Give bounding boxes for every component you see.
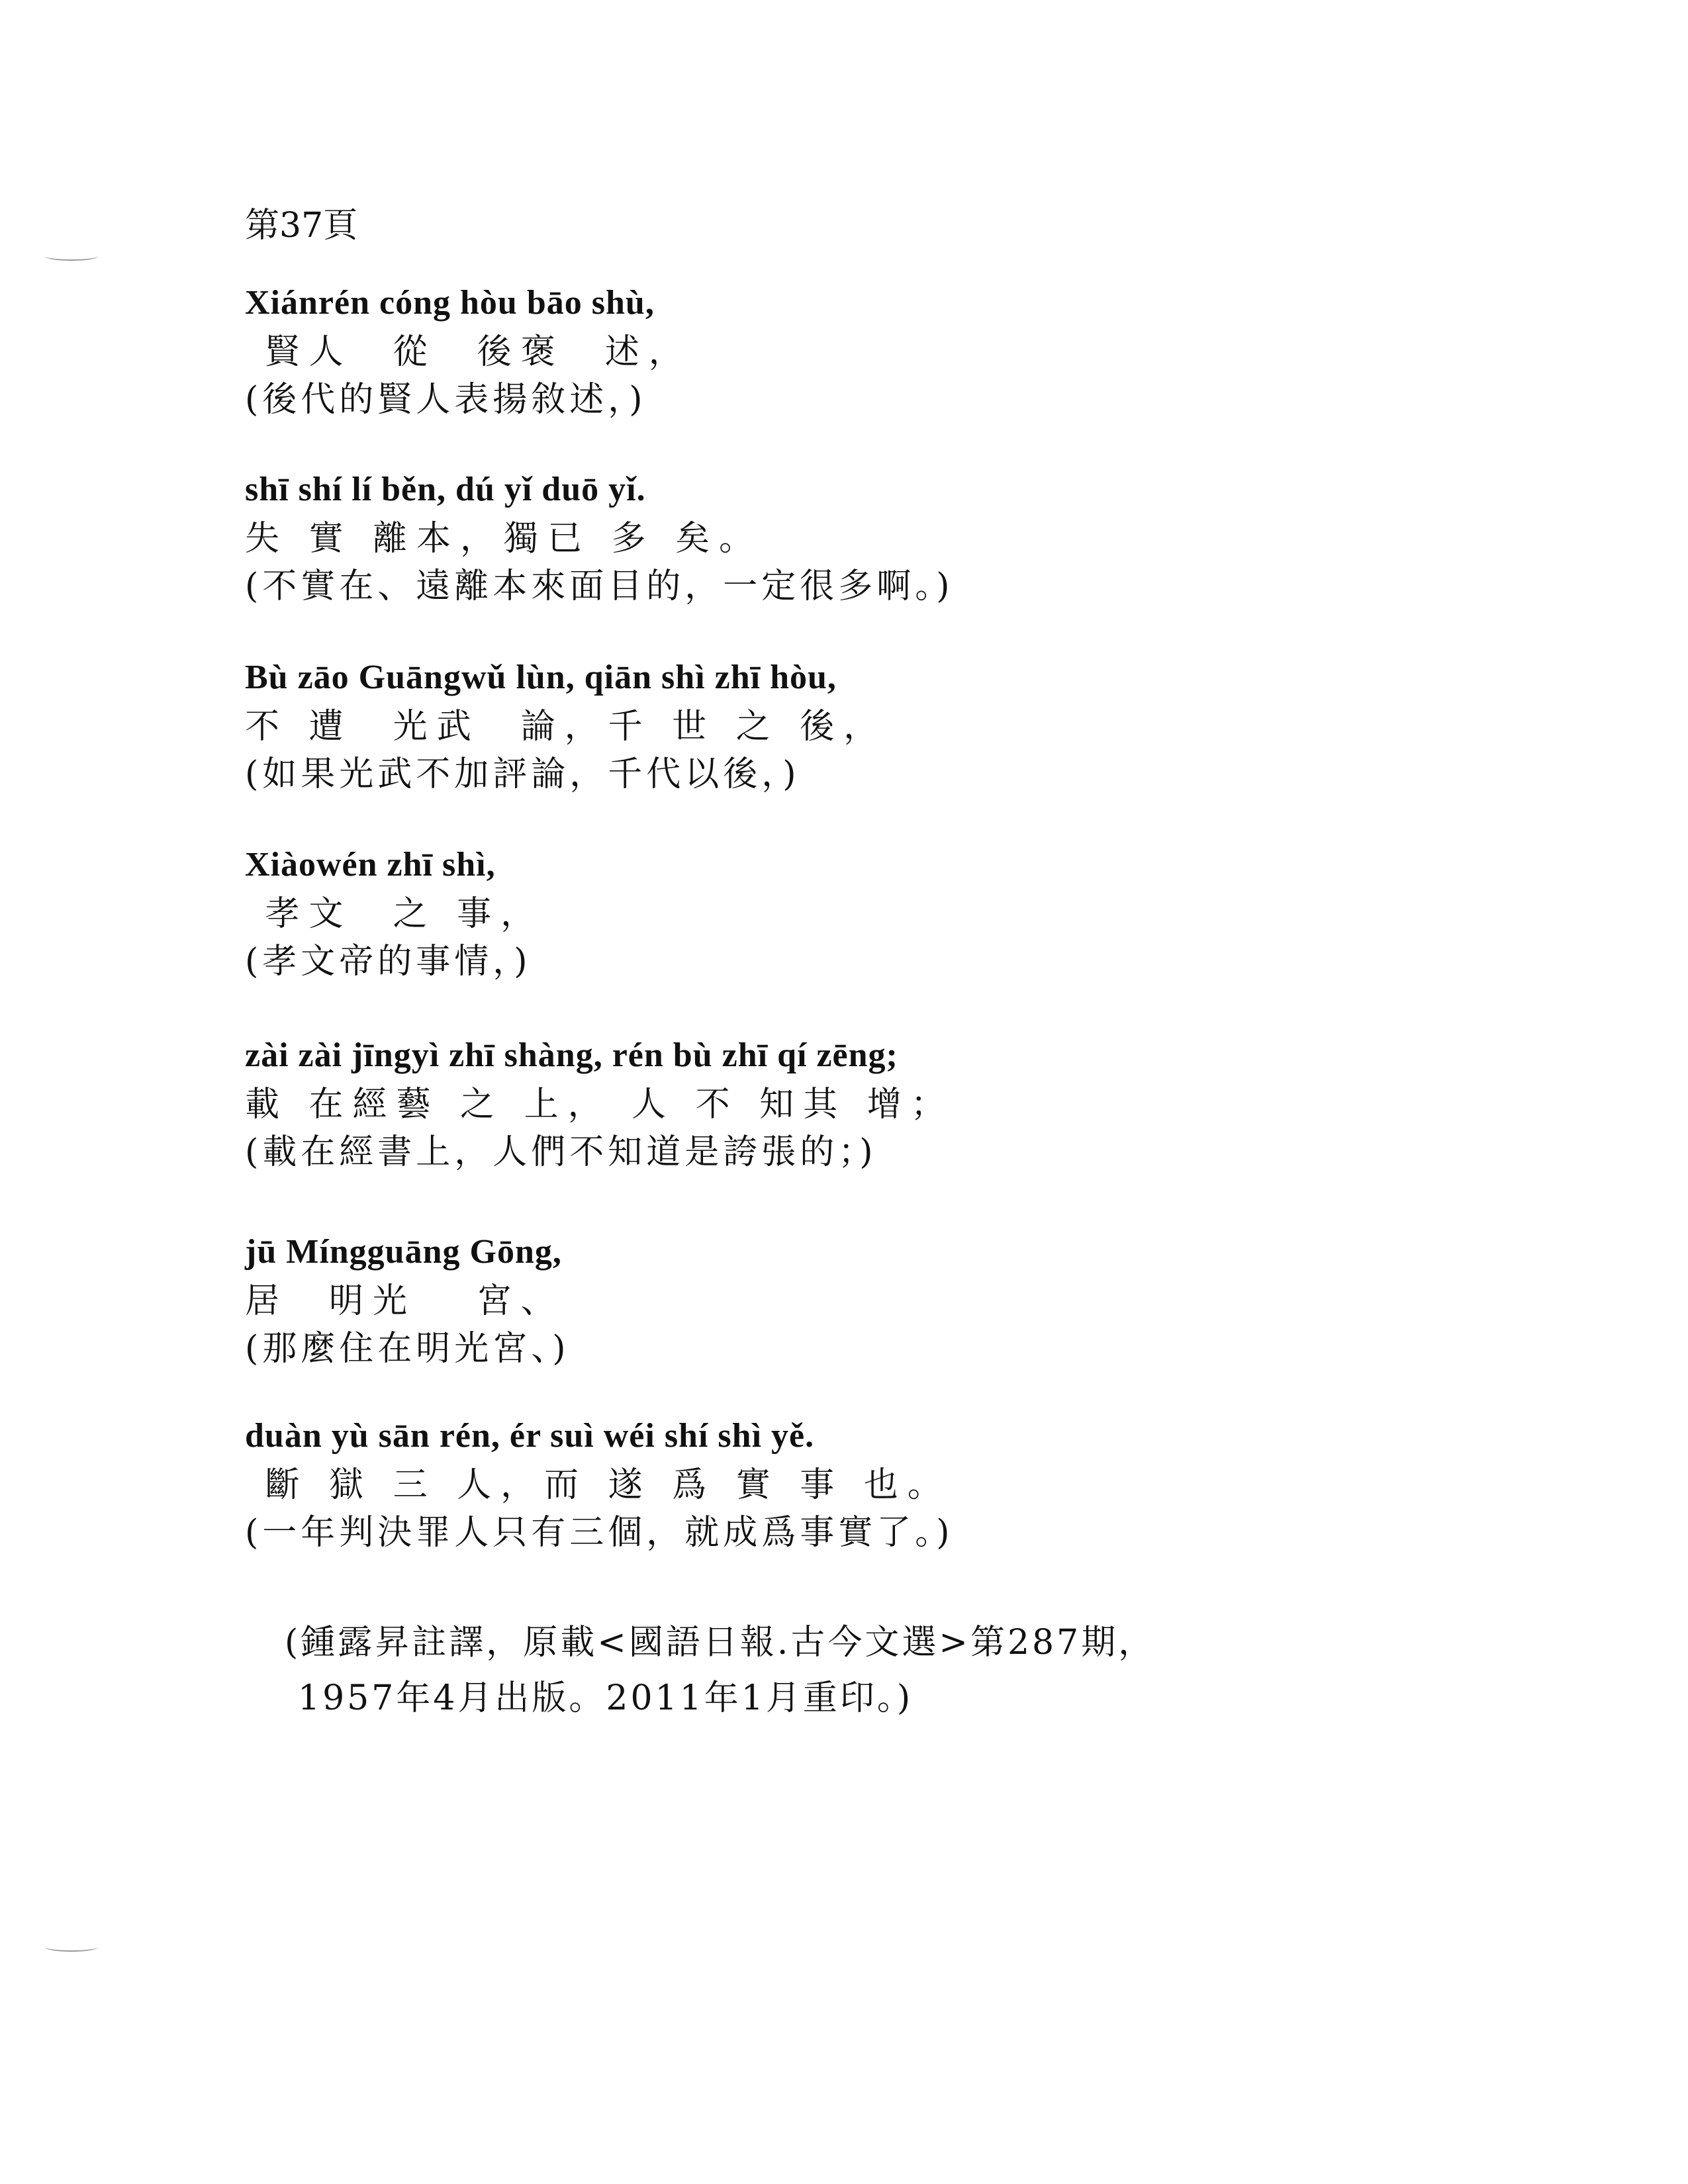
pinyin-line: shī shí lí běn, dú yǐ duō yǐ.	[245, 471, 646, 508]
stanza-4	[245, 845, 1569, 985]
translation-line: (一年判決罪人只有三個，就成爲事實了。)	[245, 1513, 954, 1553]
translation-line: (不實在、遠離本來面目的，一定很多啊。)	[245, 567, 954, 606]
translation-line: (孝文帝的事情，)	[245, 942, 532, 981]
chinese-line: 居 明光 宮、	[245, 1281, 565, 1321]
pinyin-line: Xiánrén cóng hòu bāo shù,	[245, 284, 655, 322]
page-number: 第37頁	[245, 206, 358, 246]
pinyin-line: duàn yù sān rén, ér suì wéi shí shì yě.	[245, 1417, 815, 1455]
binder-hole-mark	[45, 1942, 98, 1952]
chinese-line: 孝文 之 事，	[245, 894, 545, 934]
source-footnote	[285, 1615, 1155, 1726]
chinese-line: 賢人 從 後褒 述，	[245, 332, 692, 372]
stanza-5	[245, 1036, 1569, 1176]
pinyin-line: Bù zāo Guāngwǔ lùn, qiān shì zhī hòu,	[245, 659, 837, 696]
chinese-line: 斷 獄 三 人，而 遂 爲 實 事 也。	[245, 1465, 951, 1505]
translation-line: (後代的賢人表揚敘述，)	[245, 380, 647, 420]
pinyin-line: zài zài jīngyì zhī shàng, rén bù zhī qí zēng;	[245, 1036, 898, 1074]
translation-line: (載在經書上，人們不知道是誇張的；)	[245, 1132, 877, 1172]
stanza-3	[245, 658, 1569, 798]
chinese-line: 載 在經藝 之 上， 人 不 知其 增；	[245, 1085, 955, 1124]
stanza-6	[245, 1232, 1569, 1373]
footnote-line-2: 1957年4月出版。2011年1月重印。)	[298, 1678, 914, 1718]
translation-line: (如果光武不加評論，千代以後，)	[245, 754, 800, 794]
stanza-1	[245, 283, 1569, 424]
footnote-line-1: (鍾露昇註譯，原載<國語日報.古今文選>第287期，	[285, 1623, 1156, 1662]
stanza-7	[245, 1416, 1569, 1557]
binder-hole-mark	[45, 251, 98, 261]
pinyin-line: jū Míngguāng Gōng,	[245, 1233, 562, 1271]
chinese-line: 失 實 離本，獨已 多 矣。	[245, 519, 763, 559]
stanza-2	[245, 470, 1569, 610]
translation-line: (那麼住在明光宮、)	[245, 1329, 570, 1369]
chinese-line: 不 遭 光武 論，千 世 之 後，	[245, 707, 888, 747]
pinyin-line: Xiàowén zhī shì,	[245, 846, 496, 884]
